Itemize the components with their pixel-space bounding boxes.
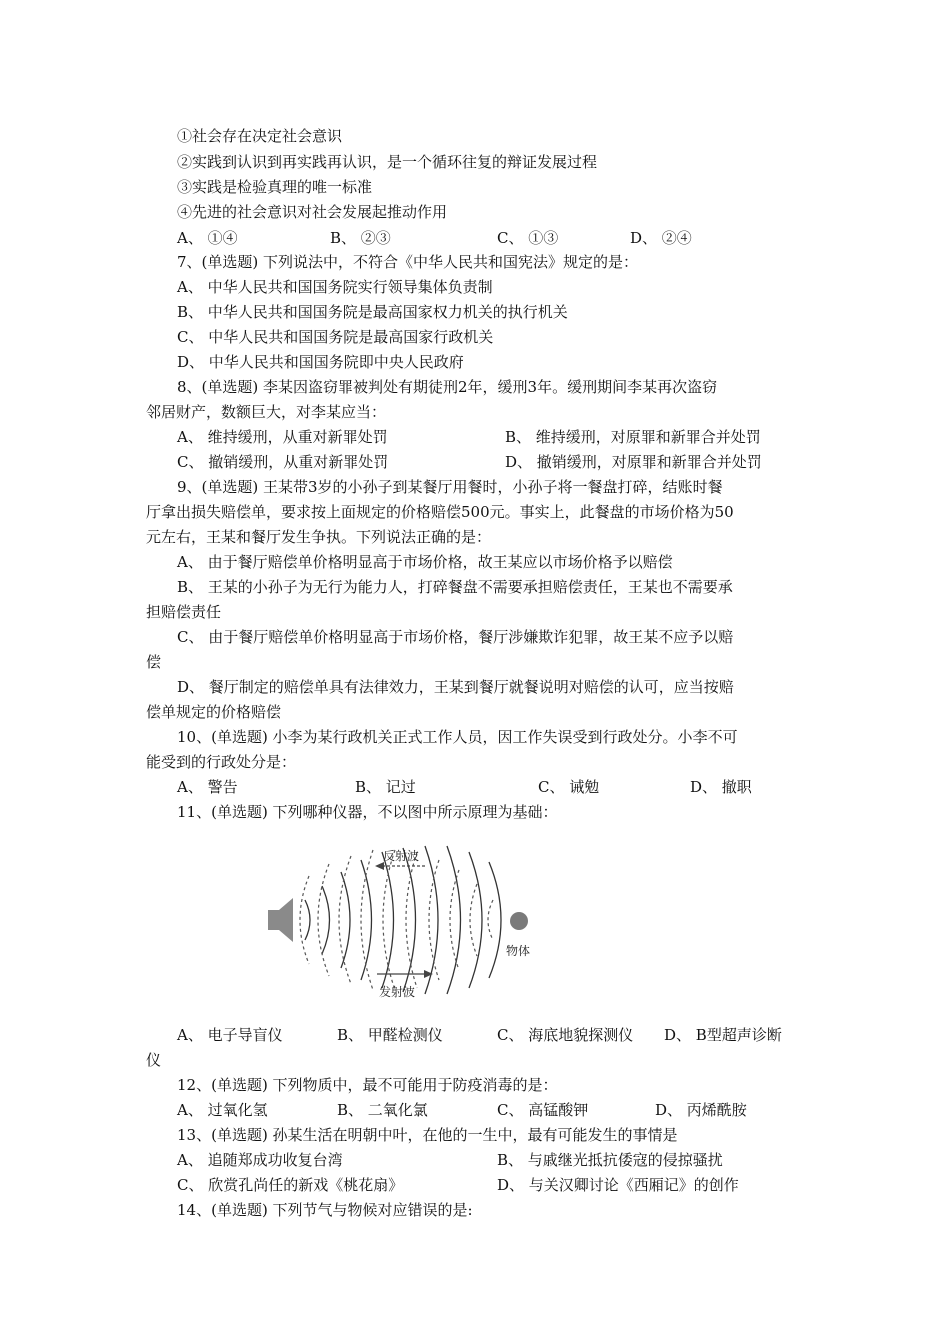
q11-option-c: C、 海底地貌探测仪 [497,1026,634,1044]
q8-option-b: B、 维持缓刑，对原罪和新罪合并处罚 [505,428,761,446]
q6-statement-2: ②实践到认识到再实践再认识，是一个循环往复的辩证发展过程 [177,153,598,171]
q12-stem: 12、(单选题) 下列物质中，最不可能用于防疫消毒的是： [177,1076,558,1094]
q10-option-c: C、 诫勉 [538,778,600,796]
q8-option-c: C、 撤销缓刑，从重对新罪处罚 [177,453,389,471]
q9-option-b-line-1: B、 王某的小孙子为无行为能力人，打碎餐盘不需要承担赔偿责任，王某也不需要承 [177,578,733,596]
q13-option-d: D、 与关汉卿讨论《西厢记》的创作 [497,1176,739,1194]
q12-option-b: B、 二氧化氯 [337,1101,428,1119]
q9-option-d-line-2: 偿单规定的价格赔偿 [146,703,282,721]
q9-stem-line-3: 元左右，王某和餐厅发生争执。下列说法正确的是： [146,528,492,546]
object-sphere [510,912,528,930]
q6-statement-1: ①社会存在决定社会意识 [177,127,343,145]
q9-stem-line-2: 厅拿出损失赔偿单，要求按上面规定的价格赔偿500元。事实上，此餐盘的市场价格为50 [146,503,734,521]
q11-option-a: A、 电子导盲仪 [177,1026,283,1044]
q10-option-d: D、 撤职 [690,778,752,796]
q6-option-a: A、 ①④ [177,229,238,247]
q11-option-b: B、 甲醛检测仪 [337,1026,443,1044]
reflected-wave-label: 反射波 [383,849,420,863]
q10-option-a: A、 警告 [177,778,238,796]
q7-option-c: C、 中华人民共和国国务院是最高国家行政机关 [177,328,494,346]
q13-stem: 13、(单选题) 孙某生活在明朝中叶，在他的一生中，最有可能发生的事情是 [177,1126,678,1144]
q7-option-a: A、 中华人民共和国国务院实行领导集体负责制 [177,278,493,296]
q10-option-b: B、 记过 [355,778,416,796]
echo-wave-diagram [265,842,555,1002]
q9-option-d-line-1: D、 餐厅制定的赔偿单具有法律效力，王某到餐厅就餐说明对赔偿的认可，应当按赔 [177,678,734,696]
q8-stem-line-2: 邻居财产，数额巨大，对李某应当： [146,403,387,421]
q12-option-c: C、 高锰酸钾 [497,1101,589,1119]
q9-option-c-line-2: 偿 [146,653,162,671]
emitted-wave-label: 发射波 [379,985,416,999]
object-label: 物体 [506,944,531,958]
q6-statement-3: ③实践是检验真理的唯一标准 [177,178,373,196]
q10-stem-line-1: 10、(单选题) 小李为某行政机关正式工作人员，因工作失误受到行政处分。小李不可 [177,728,738,746]
q6-statement-4: ④先进的社会意识对社会发展起推动作用 [177,203,448,221]
q7-option-b: B、 中华人民共和国国务院是最高国家权力机关的执行机关 [177,303,568,321]
q13-option-a: A、 追随郑成功收复台湾 [177,1151,343,1169]
speaker-icon [268,898,293,942]
q13-option-c: C、 欣赏孔尚任的新戏《桃花扇》 [177,1176,404,1194]
q8-option-d: D、 撤销缓刑，对原罪和新罪合并处罚 [505,453,762,471]
q13-option-b: B、 与戚继光抵抗倭寇的侵掠骚扰 [497,1151,723,1169]
q6-option-c: C、 ①③ [497,229,559,247]
q8-stem-line-1: 8、(单选题) 李某因盗窃罪被判处有期徒刑2年，缓刑3年。缓刑期间李某再次盗窃 [177,378,718,396]
reflected-arrowhead-icon [375,862,384,870]
q7-stem: 7、(单选题) 下列说法中，不符合《中华人民共和国宪法》规定的是： [177,253,639,271]
q11-option-d-tail: 仪 [146,1051,162,1069]
q9-option-b-line-2: 担赔偿责任 [146,603,222,621]
q9-stem-line-1: 9、(单选题) 王某带3岁的小孙子到某餐厅用餐时，小孙子将一餐盘打碎，结账时餐 [177,478,723,496]
q10-stem-line-2: 能受到的行政处分是： [146,753,297,771]
emitted-wave-fronts [305,846,501,994]
q12-option-d: D、 丙烯酰胺 [655,1101,747,1119]
q8-option-a: A、 维持缓刑，从重对新罪处罚 [177,428,388,446]
q9-option-a: A、 由于餐厅赔偿单价格明显高于市场价格，故王某应以市场价格予以赔偿 [177,553,673,571]
q12-option-a: A、 过氧化氢 [177,1101,268,1119]
q6-option-d: D、 ②④ [630,229,692,247]
q9-option-c-line-1: C、 由于餐厅赔偿单价格明显高于市场价格，餐厅涉嫌欺诈犯罪，故王某不应予以赔 [177,628,734,646]
q7-option-d: D、 中华人民共和国国务院即中央人民政府 [177,353,464,371]
q11-option-d: D、 B型超声诊断 [664,1026,782,1044]
q14-stem: 14、(单选题) 下列节气与物候对应错误的是: [177,1201,473,1219]
q6-option-b: B、 ②③ [330,229,391,247]
q11-stem: 11、(单选题) 下列哪种仪器，不以图中所示原理为基础： [177,803,558,821]
